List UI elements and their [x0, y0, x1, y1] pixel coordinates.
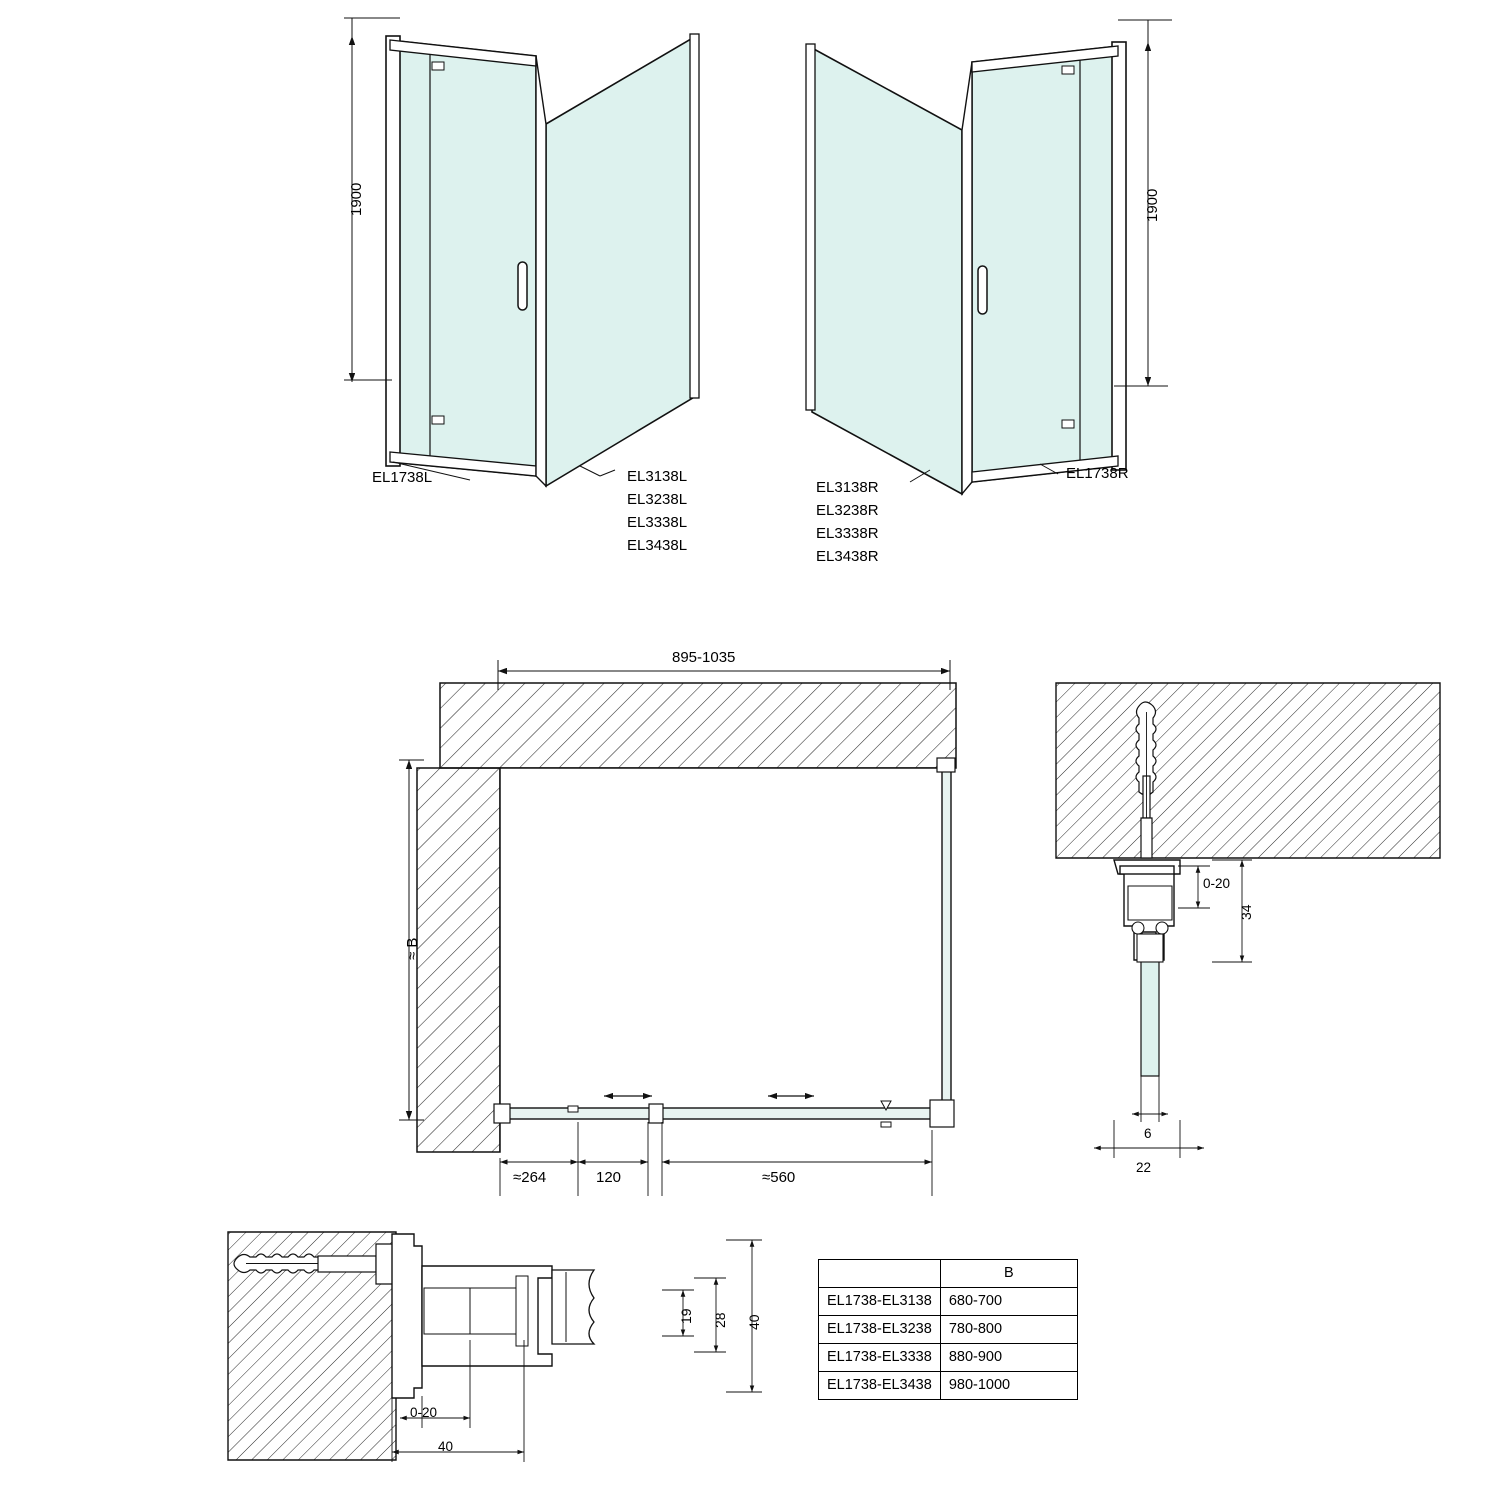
table-cell-model: EL1738-EL3438: [819, 1372, 941, 1400]
left-elevation: [344, 18, 699, 486]
table-cell-model: EL1738-EL3338: [819, 1344, 941, 1372]
wall-profile-detail: [228, 1232, 762, 1462]
top-profile-detail: [1056, 683, 1440, 1158]
dimension-table: [818, 1259, 1078, 1400]
plan-dim-560: ≈560: [762, 1169, 796, 1186]
top-detail-dim-22: 22: [1136, 1160, 1152, 1175]
plan-top-dimension: 895-1035: [672, 649, 736, 666]
label-el3138r: EL3138R: [816, 479, 879, 496]
plan-dim-264: ≈264: [513, 1169, 547, 1186]
label-el3438l: EL3438L: [627, 537, 688, 554]
table-header-model: [819, 1260, 941, 1288]
label-el3338r: EL3338R: [816, 525, 879, 542]
label-el3438r: EL3438R: [816, 548, 879, 565]
top-detail-dim-34: 34: [1238, 904, 1254, 920]
table-cell-model: EL1738-EL3138: [819, 1288, 941, 1316]
left-elevation-height-label: 1900: [348, 182, 365, 216]
table-header-row: [819, 1260, 1078, 1288]
plan-side-dimension: ≈ B: [404, 937, 421, 960]
label-el3238r: EL3238R: [816, 502, 879, 519]
wall-detail-dim-0-20: 0-20: [410, 1405, 438, 1420]
label-el3238l: EL3238L: [627, 491, 688, 508]
plan-view: [399, 660, 956, 1196]
label-el3138l: EL3138L: [627, 468, 688, 485]
right-elevation: [806, 20, 1172, 494]
table-header-b: B: [940, 1260, 1077, 1288]
label-el3338l: EL3338L: [627, 514, 688, 531]
wall-detail-dim-28: 28: [712, 1312, 728, 1328]
table-row: [819, 1344, 1078, 1372]
top-detail-dim-6: 6: [1144, 1126, 1152, 1141]
right-elevation-height-label: 1900: [1144, 188, 1161, 222]
plan-dim-120: 120: [596, 1169, 622, 1186]
table-row: [819, 1372, 1078, 1400]
wall-detail-dim-19: 19: [678, 1308, 694, 1324]
top-detail-dim-0-20: 0-20: [1203, 876, 1231, 891]
table-cell-b: 780-800: [940, 1316, 1077, 1344]
table-cell-model: EL1738-EL3238: [819, 1316, 941, 1344]
table-row: [819, 1288, 1078, 1316]
label-el1738r: EL1738R: [1066, 465, 1129, 482]
table-cell-b: 980-1000: [940, 1372, 1077, 1400]
wall-detail-dim-40-bottom: 40: [438, 1439, 454, 1454]
wall-detail-dim-40-outer: 40: [746, 1314, 762, 1330]
table-cell-b: 680-700: [940, 1288, 1077, 1316]
table-cell-b: 880-900: [940, 1344, 1077, 1372]
label-el1738l: EL1738L: [372, 469, 433, 486]
table-row: [819, 1316, 1078, 1344]
